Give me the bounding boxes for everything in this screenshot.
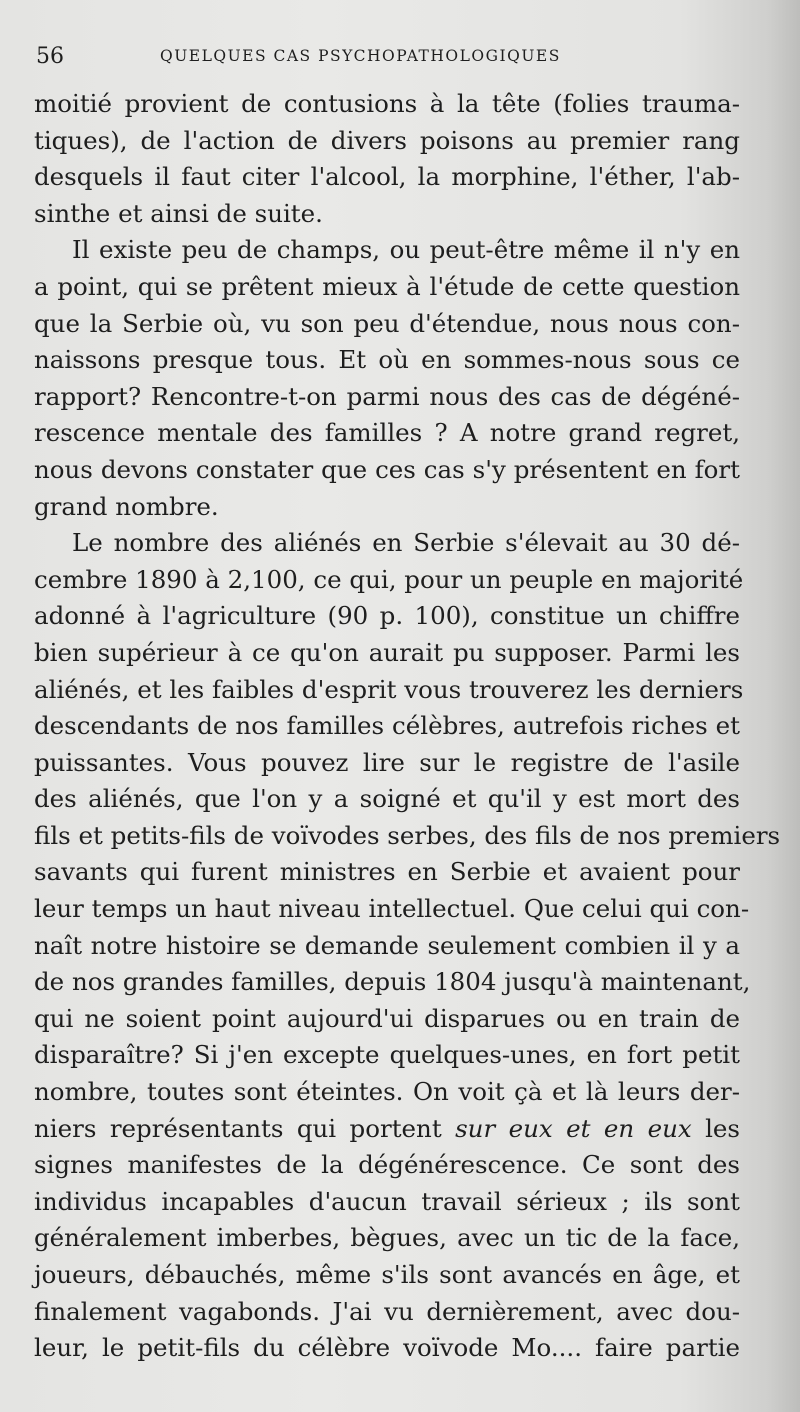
text-line: nombre, toutes sont éteintes. On voit çà et là leurs der-: [34, 1077, 740, 1107]
text-line: que la Serbie où, vu son peu d'étendue, nous nous con-: [34, 308, 740, 338]
text-line: bien supérieur à ce qu'on aurait pu supposer. Parmi les: [34, 637, 740, 667]
text-line: tiques), de l'action de divers poisons au premier rang: [34, 125, 740, 155]
text-line: savants qui furent ministres en Serbie et avaient pour: [34, 857, 740, 887]
text-line: naît notre histoire se demande seulement combien il y a: [34, 930, 740, 960]
text-line: finalement vagabonds. J'ai vu dernièrement, avec dou-: [34, 1296, 740, 1326]
text-line: desquels il faut citer l'alcool, la morphine, l'éther, l'ab-: [34, 162, 740, 192]
running-head: QUELQUES CAS PSYCHOPATHOLOGIQUES: [160, 47, 561, 65]
text-line: naissons presque tous. Et où en sommes-nous sous ce: [34, 345, 740, 375]
text-line: disparaître? Si j'en excepte quelques-unes, en fort petit: [34, 1040, 740, 1070]
text-line: aliénés, et les faibles d'esprit vous trouverez les derniers: [34, 674, 744, 704]
page-number: 56: [36, 44, 64, 69]
text-line: leur temps un haut niveau intellectuel. Que celui qui con-: [34, 894, 750, 924]
text-segment: les: [691, 1113, 740, 1143]
text-line: descendants de nos familles célèbres, autrefois riches et: [34, 711, 740, 741]
text-line: nous devons constater que ces cas s'y présentent en fort: [34, 454, 740, 484]
text-line: a point, qui se prêtent mieux à l'étude de cette question: [34, 271, 740, 301]
text-line: qui ne soient point aujourd'ui disparues ou en train de: [34, 1003, 740, 1033]
text-line: adonné à l'agriculture (90 p. 100), constitue un chiffre: [34, 601, 740, 631]
italic-phrase: sur eux et en eux: [455, 1113, 692, 1143]
text-line: des aliénés, que l'on y a soigné et qu'il y est mort des: [34, 784, 740, 814]
text-line: Le nombre des aliénés en Serbie s'élevait au 30 dé-: [72, 528, 740, 558]
text-line: fils et petits-fils de voïvodes serbes, des fils de nos premiers: [34, 820, 781, 850]
text-line: rescence mentale des familles ? A notre grand regret,: [34, 418, 740, 448]
text-line: cembre 1890 à 2,100, ce qui, pour un peuple en majorité: [34, 564, 744, 594]
text-line: sinthe et ainsi de suite.: [34, 198, 323, 228]
text-line: individus incapables d'aucun travail sérieux ; ils sont: [34, 1186, 740, 1216]
text-line: rapport? Rencontre-t-on parmi nous des cas de dégéné-: [34, 381, 740, 411]
text-line: leur, le petit-fils du célèbre voïvode Mo.... faire partie: [34, 1333, 740, 1363]
text-line: signes manifestes de la dégénérescence. Ce sont des: [34, 1150, 740, 1180]
text-line: de nos grandes familles, depuis 1804 jusqu'à maintenant,: [34, 967, 751, 997]
text-line: moitié provient de contusions à la tête (folies trauma-: [34, 89, 740, 118]
text-line-with-italic: [34, 1111, 740, 1148]
page-header: [36, 44, 716, 74]
text-line: grand nombre.: [34, 491, 219, 521]
text-segment: niers représentants qui portent: [34, 1113, 456, 1143]
body-text: [34, 86, 781, 1367]
text-line: généralement imberbes, bègues, avec un tic de la face,: [34, 1223, 740, 1253]
text-line: puissantes. Vous pouvez lire sur le registre de l'asile: [34, 747, 740, 777]
text-line: joueurs, débauchés, même s'ils sont avancés en âge, et: [34, 1260, 740, 1289]
text-line: Il existe peu de champs, ou peut-être même il n'y en: [72, 235, 740, 265]
